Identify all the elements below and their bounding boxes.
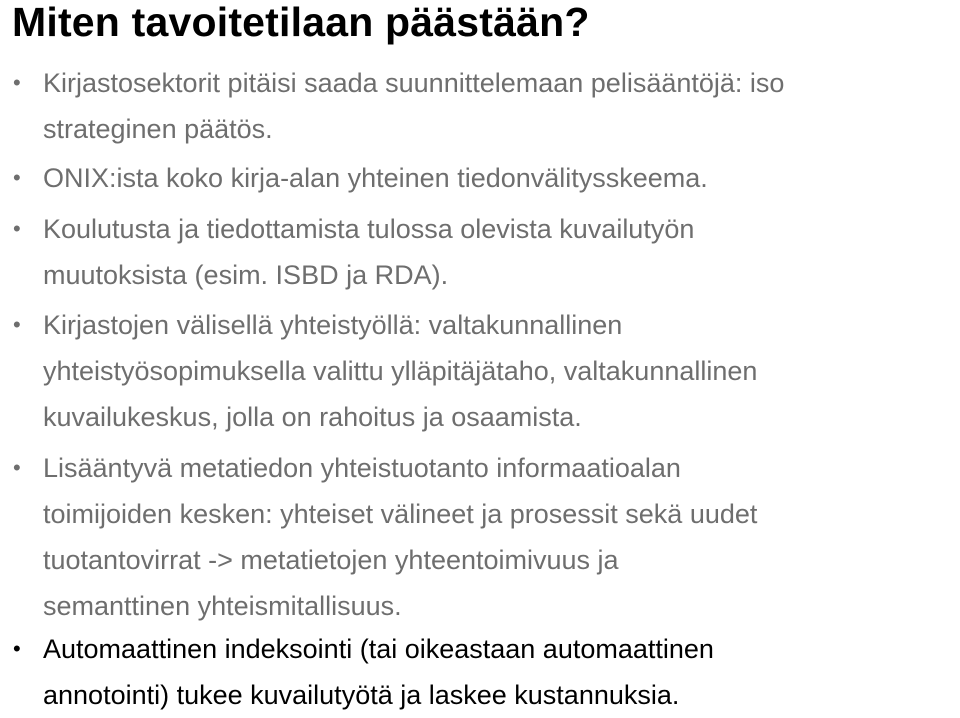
bullet-text bbox=[43, 60, 784, 152]
bullet-text bbox=[43, 302, 757, 440]
bullet-line: Automaattinen indeksointi (tai oikeastaan automaattinen bbox=[43, 634, 714, 664]
bullet-text bbox=[43, 626, 714, 718]
bullet-text bbox=[43, 206, 694, 298]
bullet-dot-icon: • bbox=[13, 165, 21, 190]
bullet-line: Koulutusta ja tiedottamista tulossa olevista kuvailutyön bbox=[43, 214, 695, 244]
bullet-line: Kirjastosektorit pitäisi saada suunnittelemaan pelisääntöjä: iso bbox=[43, 68, 785, 98]
bullet-line: annotointi) tukee kuvailutyötä ja laskee kustannuksia. bbox=[43, 680, 680, 710]
bullet-line: Lisääntyvä metatiedon yhteistuotanto informaatioalan bbox=[43, 453, 681, 483]
bullet-dot-icon: • bbox=[13, 312, 21, 337]
bullet-line: semanttinen yhteismitallisuus. bbox=[43, 591, 402, 621]
bullet-dot-icon: • bbox=[13, 216, 21, 241]
bullet-line: muutoksista (esim. ISBD ja RDA). bbox=[43, 260, 449, 290]
bullet-dot-icon: • bbox=[13, 70, 21, 95]
bullet-line: yhteistyösopimuksella valittu ylläpitäjätaho, valtakunnallinen bbox=[43, 356, 758, 386]
bullet-text bbox=[43, 445, 757, 629]
bullet-line: toimijoiden kesken: yhteiset välineet ja prosessit sekä uudet bbox=[43, 499, 758, 529]
bullet-line: kuvailukeskus, jolla on rahoitus ja osaamista. bbox=[43, 402, 582, 432]
bullet-line: ONIX:ista koko kirja-alan yhteinen tiedonvälitysskeema. bbox=[43, 163, 708, 193]
slide-title: Miten tavoitetilaan päästään? bbox=[12, 0, 590, 45]
bullet-line: strateginen päätös. bbox=[43, 114, 273, 144]
bullet-line: tuotantovirrat -> metatietojen yhteentoimivuus ja bbox=[43, 545, 619, 575]
bullet-dot-icon: • bbox=[13, 636, 21, 661]
bullet-dot-icon: • bbox=[13, 455, 21, 480]
bullet-line: Kirjastojen välisellä yhteistyöllä: valtakunnallinen bbox=[43, 310, 623, 340]
bullet-text bbox=[43, 155, 708, 201]
